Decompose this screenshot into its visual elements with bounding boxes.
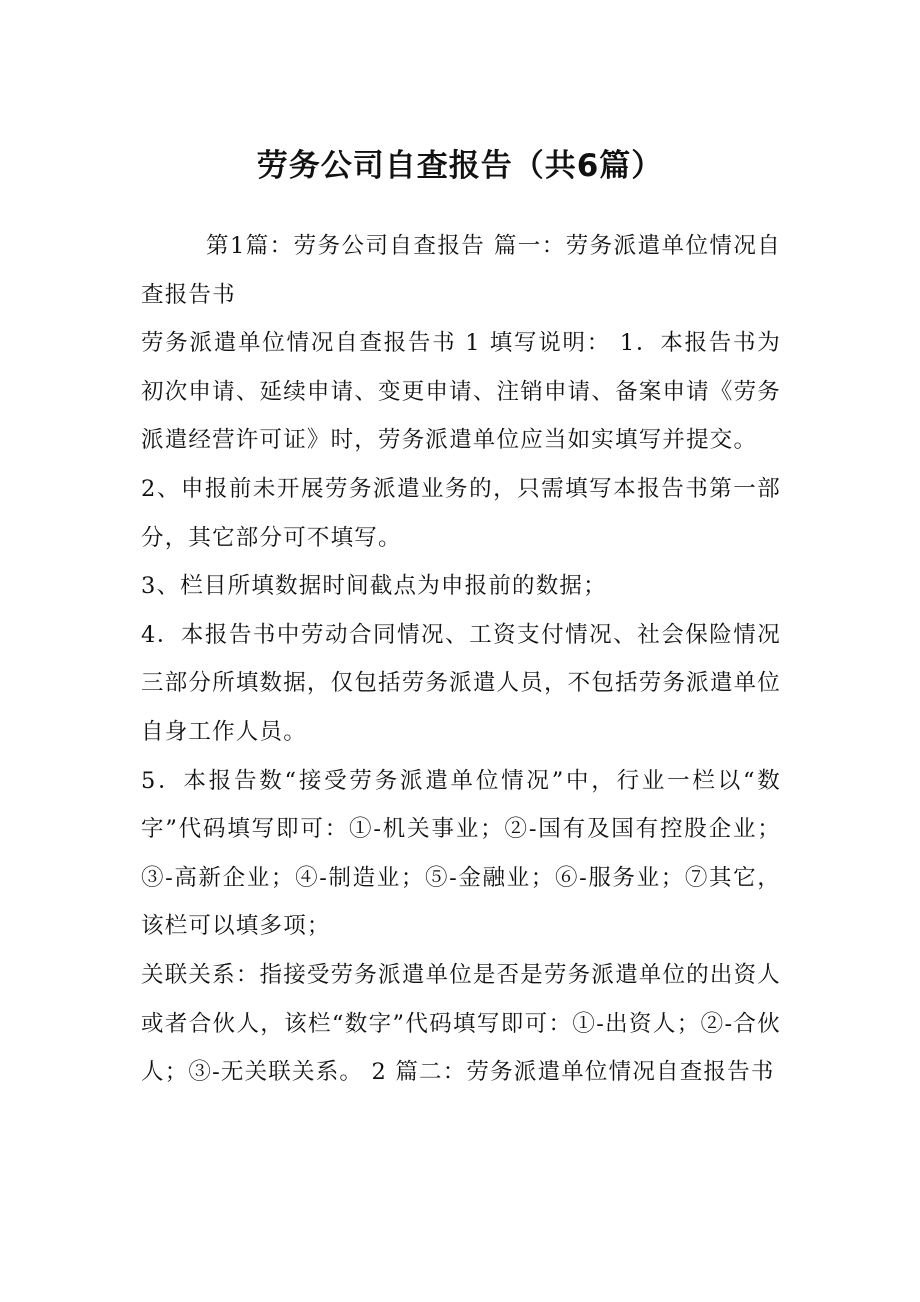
paragraph-item-2: 2、申报前未开展劳务派遣业务的，只需填写本报告书第一部分，其它部分可不填写。 <box>141 475 781 551</box>
paragraph-instructions: 劳务派遣单位情况自查报告书 1 填写说明： 1．本报告书为初次申请、延续申请、变更申请、注销申请、备案申请《劳务派遣经营许可证》时，劳务派遣单位应当如实填写并提交。 <box>141 330 781 454</box>
paragraph-relation: 关联关系：指接受劳务派遣单位是否是劳务派遣单位的出资人或者合伙人，该栏“数字”代码填写即可：①-出资人；②-合伙人；③-无关联关系。 2 篇二：劳务派遣单位情况自查报告书 <box>141 961 781 1086</box>
paragraph-intro: 第1篇：劳务公司自查报告 篇一：劳务派遣单位情况自查报告书 <box>141 233 781 308</box>
paragraph-item-4: 4．本报告书中劳动合同情况、工资支付情况、社会保险情况三部分所填数据，仅包括劳务派遣人员，不包括劳务派遣单位自身工作人员。 <box>141 621 781 745</box>
document-title: 劳务公司自查报告（共6篇） <box>256 148 664 184</box>
paragraph-item-3: 3、栏目所填数据时间截点为申报前的数据； <box>141 573 607 600</box>
document-body <box>141 222 781 1097</box>
paragraph-item-5: 5．本报告数“接受劳务派遣单位情况”中，行业一栏以“数字”代码填写即可：①-机关事业；②-国有及国有控股企业；③-高新企业；④-制造业；⑤-金融业；⑥-服务业；⑦其它，该栏可以填多项； <box>141 767 781 940</box>
